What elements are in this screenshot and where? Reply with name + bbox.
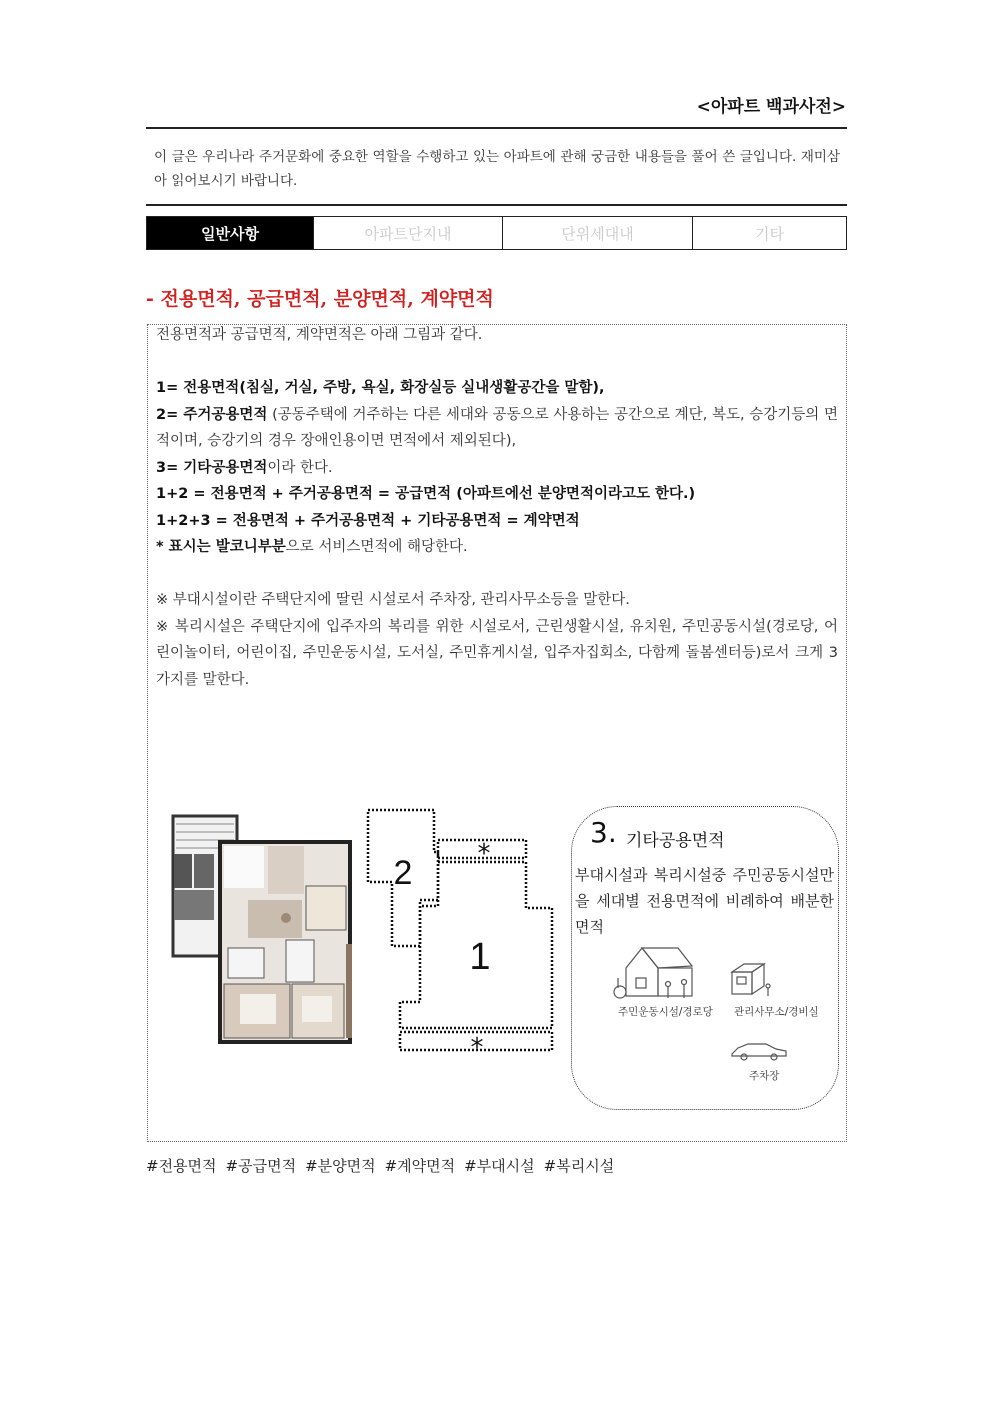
residential-common-area-desc: (공동주택에 거주하는 다른 세대와 공동으로 사용하는 공간으로 계단, 복도, 승강기등의 면적이며, 승강기의 경우 장애인용이면 면적에서 제외된다), — [156, 406, 839, 449]
hashtag[interactable]: #공급면적 — [225, 1157, 297, 1175]
exclusive-area-item: 1= 전용면적(침실, 거실, 주방, 욕실, 화장실등 실내생활공간을 말함), — [156, 380, 605, 396]
tab-unit[interactable]: 단위세대내 — [502, 217, 692, 249]
other-common-area-label: 3= 기타공용면적 — [156, 459, 268, 476]
content-intro-line: 전용면적과 공급면적, 계약면적은 아래 그림과 같다. — [156, 327, 483, 343]
parking-caption: 주차장 — [749, 1070, 780, 1082]
hashtag-list — [146, 1155, 623, 1176]
top-divider — [146, 127, 847, 129]
community-facility-caption: 주민운동시설/경로당 — [618, 1006, 713, 1018]
management-office-caption: 관리사무소/경비실 — [734, 1006, 819, 1018]
hashtag[interactable]: #복리시설 — [543, 1157, 615, 1175]
welfare-facility-note: ※ 복리시설은 주택단지에 입주자의 복리를 위한 시설로서, 근린생활시설, 유치원, 주민공동시설(경로당, 어린이놀이터, 어린이집, 주민운동시설, 도서실, 주민휴게시설, 입주자집회소, 다함께 돌봄센터등)로서 크게 3가지를 말한다. — [156, 618, 838, 688]
hashtag[interactable]: #부대시설 — [464, 1157, 535, 1175]
label-2: 2 — [393, 854, 413, 892]
community-facility-icon — [606, 944, 702, 1004]
balcony-note-label: * 표시는 발코니부분 — [156, 539, 286, 555]
supply-area-formula: 1+2 = 전용면적 + 주거공용면적 = 공급면적 (아파트에선 분양면적이라고도 한다.) — [156, 486, 696, 502]
contract-area-formula: 1+2+3 = 전용면적 + 주거공용면적 + 기타공용면적 = 계약면적 — [156, 512, 580, 529]
tab-etc[interactable]: 기타 — [692, 217, 846, 249]
hashtag[interactable]: #계약면적 — [384, 1157, 456, 1175]
other-common-area-desc: 이라 한다. — [267, 459, 333, 476]
bottom-balcony-star: * — [470, 1033, 484, 1056]
tab-apartment-complex[interactable]: 아파트단지내 — [313, 217, 502, 249]
document-title: <아파트 백과사전> — [696, 97, 846, 117]
top-balcony-star: * — [477, 839, 491, 869]
content-text — [156, 322, 838, 693]
bubble-title: 기타공용면적 — [626, 831, 725, 851]
intro-divider — [146, 204, 847, 206]
label-1: 1 — [469, 936, 491, 978]
management-office-icon — [728, 962, 776, 1002]
balcony-note-desc: 으로 서비스면적에 해당한다. — [285, 539, 468, 555]
hashtag[interactable]: #분양면적 — [305, 1157, 376, 1175]
bubble-description: 부대시설과 복리시설중 주민공동시설만을 세대별 전용면적에 비례하여 배분한 면적 — [575, 866, 834, 936]
section-title: - 전용면적, 공급면적, 분양면적, 계약면적 — [146, 288, 494, 310]
floor-plan-illustration — [168, 814, 354, 1044]
residential-common-area-label: 2= 주거공용면적 — [156, 406, 268, 423]
ancillary-facility-note: ※ 부대시설이란 주택단지에 딸린 시설로서 주차장, 관리사무소등을 말한다. — [156, 592, 630, 608]
hashtag[interactable]: #전용면적 — [146, 1157, 217, 1175]
tab-general[interactable]: 일반사항 — [147, 217, 313, 249]
intro-paragraph: 이 글은 우리나라 주거문화에 중요한 역할을 수행하고 있는 아파트에 관해 궁금한 내용들을 풀어 쓴 글입니다. 재미삼아 읽어보시기 바랍니다. — [154, 149, 840, 189]
car-icon — [730, 1040, 788, 1062]
category-tabs — [146, 216, 847, 250]
area-diagram — [362, 806, 562, 1056]
bubble-number: 3. — [590, 816, 617, 849]
